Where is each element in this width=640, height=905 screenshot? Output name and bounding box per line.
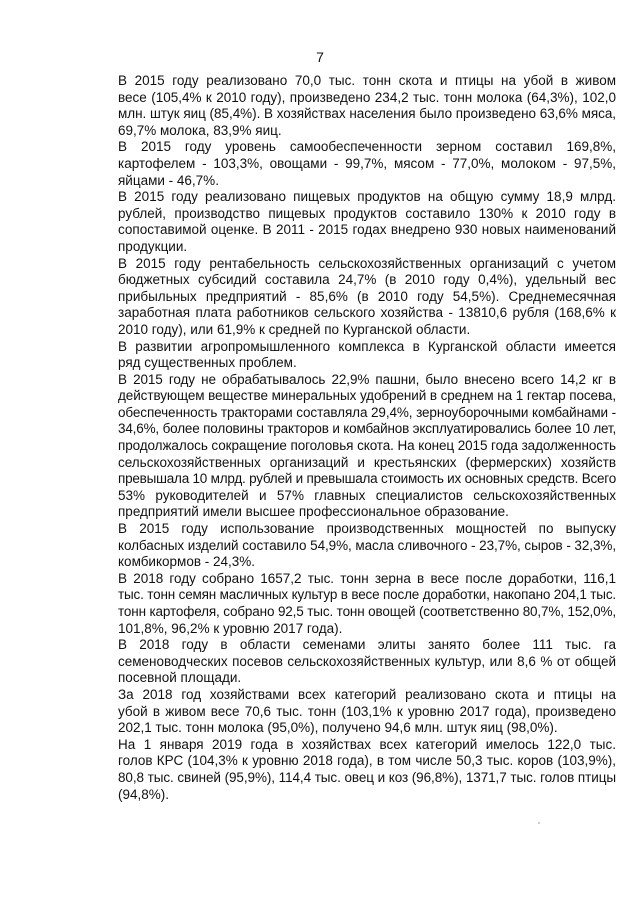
text-line: заработная плата работников сельского хозяйства - 13810,6 рубля (168,6% к	[118, 305, 616, 321]
text-line: посевной площади.	[118, 670, 242, 686]
page-number: 7	[316, 49, 324, 65]
text-line: яйцами - 46,7%.	[118, 172, 219, 188]
text-line: млн. штук яиц (85,4%). В хозяйствах населения было произведено 63,6% мяса,	[118, 106, 616, 122]
paragraph	[88, 339, 616, 372]
text-line: превышала 10 млрд. рублей и превышала стоимость их основных средств. Всего	[118, 471, 616, 487]
text-line: 202,1 тыс. тонн молока (95,0%), получено 94,6 млн. штук яиц (98,0%).	[118, 720, 558, 736]
text-line: семеноводческих посевов сельскохозяйственных культур, или 8,6 % от общей	[118, 653, 616, 669]
text-line: тонн картофеля, собрано 92,5 тыс. тонн овощей (соответственно 80,7%, 152,0%,	[118, 604, 616, 619]
document-body	[88, 73, 616, 803]
text-line: 101,8%, 96,2% к уровню 2017 года).	[118, 620, 343, 636]
text-line: В 2015 году реализовано пищевых продуктов на общую сумму 18,9 млрд.	[118, 189, 616, 205]
text-line: За 2018 год хозяйствами всех категорий реализовано скота и птицы на	[118, 686, 616, 702]
text-line: В развитии агропромышленного комплекса в Курганской области имеется	[118, 338, 616, 354]
text-line: В 2015 году уровень самообеспеченности зерном составил 169,8%,	[118, 139, 616, 155]
paragraph	[88, 521, 616, 571]
text-line: В 2015 году рентабельность сельскохозяйственных организаций с учетом	[118, 255, 616, 271]
text-line: предприятий имели высшее профессиональное образование.	[118, 504, 509, 520]
text-line: сельскохозяйственных организаций и крестьянских (фермерских) хозяйств	[118, 454, 616, 470]
text-line: В 2018 году в области семенами элиты занято более 111 тыс. га	[118, 637, 616, 653]
text-line: весе (105,4% к 2010 году), произведено 234,2 тыс. тонн молока (64,3%), 102,0	[118, 89, 616, 105]
paragraph	[88, 73, 616, 139]
text-line: ряд существенных проблем.	[118, 355, 297, 371]
text-line: В 2015 году не обрабатывалось 22,9% пашни, было внесено всего 14,2 кг в	[118, 371, 616, 387]
paragraph	[88, 637, 616, 687]
paragraph	[88, 139, 616, 189]
text-line: 80,8 тыс. свиней (95,9%), 114,4 тыс. овец и коз (96,8%), 1371,7 тыс. голов птицы	[118, 769, 616, 785]
paragraph	[88, 372, 616, 521]
text-line: картофелем - 103,3%, овощами - 99,7%, мясом - 77,0%, молоком - 97,5%,	[118, 155, 616, 171]
paragraph	[88, 737, 616, 803]
paragraph	[88, 256, 616, 339]
text-line: 34,6%, более половины тракторов и комбайнов эксплуатировались более 10 лет,	[118, 421, 616, 437]
text-line: бюджетных субсидий составила 24,7% (в 2010 году 0,4%), удельный вес	[118, 272, 616, 288]
text-line: (94,8%).	[118, 786, 170, 802]
text-line: сопоставимой оценке. В 2011 - 2015 годах внедрено 930 новых наименований	[118, 222, 616, 238]
text-line: прибыльных предприятий - 85,6% (в 2010 году 54,5%). Среднемесячная	[118, 288, 616, 304]
text-line: 2010 году), или 61,9% к средней по Курганской области.	[118, 321, 471, 337]
paragraph	[88, 189, 616, 255]
text-line: 53% руководителей и 57% главных специалистов сельскохозяйственных	[118, 487, 616, 503]
text-line: обеспеченность тракторами составляла 29,4%, зерноуборочными комбайнами -	[118, 404, 616, 420]
text-line: 69,7% молока, 83,9% яиц.	[118, 122, 282, 138]
text-line: На 1 января 2019 года в хозяйствах всех категорий имелось 122,0 тыс.	[118, 736, 616, 752]
text-line: продукции.	[118, 238, 188, 254]
paragraph	[88, 687, 616, 737]
text-line: В 2015 году использование производственных мощностей по выпуску	[118, 521, 616, 537]
text-line: голов КРС (104,3% к уровню 2018 года), в том числе 50,3 тыс. коров (103,9%),	[118, 753, 616, 769]
scan-speck	[538, 822, 540, 824]
text-line: колбасных изделий составило 54,9%, масла сливочного - 23,7%, сыров - 32,3%,	[118, 537, 616, 553]
paragraph	[88, 571, 616, 637]
text-line: действующем веществе минеральных удобрений в среднем на 1 гектар посева,	[118, 388, 616, 404]
text-line: рублей, производство пищевых продуктов составило 130% к 2010 году в	[118, 205, 616, 221]
text-line: комбикормов - 24,3%.	[118, 554, 256, 570]
text-line: тыс. тонн семян масличных культур в весе после доработки, накопано 204,1 тыс.	[118, 587, 616, 603]
text-line: убой в живом весе 70,6 тыс. тонн (103,1% к уровню 2017 года), произведено	[118, 703, 616, 719]
text-line: продолжалось сокращение поголовья скота. На конец 2015 года задолженность	[118, 438, 616, 454]
text-line: В 2018 году собрано 1657,2 тыс. тонн зерна в весе после доработки, 116,1	[118, 570, 616, 586]
text-line: В 2015 году реализовано 70,0 тыс. тонн скота и птицы на убой в живом	[118, 73, 616, 88]
